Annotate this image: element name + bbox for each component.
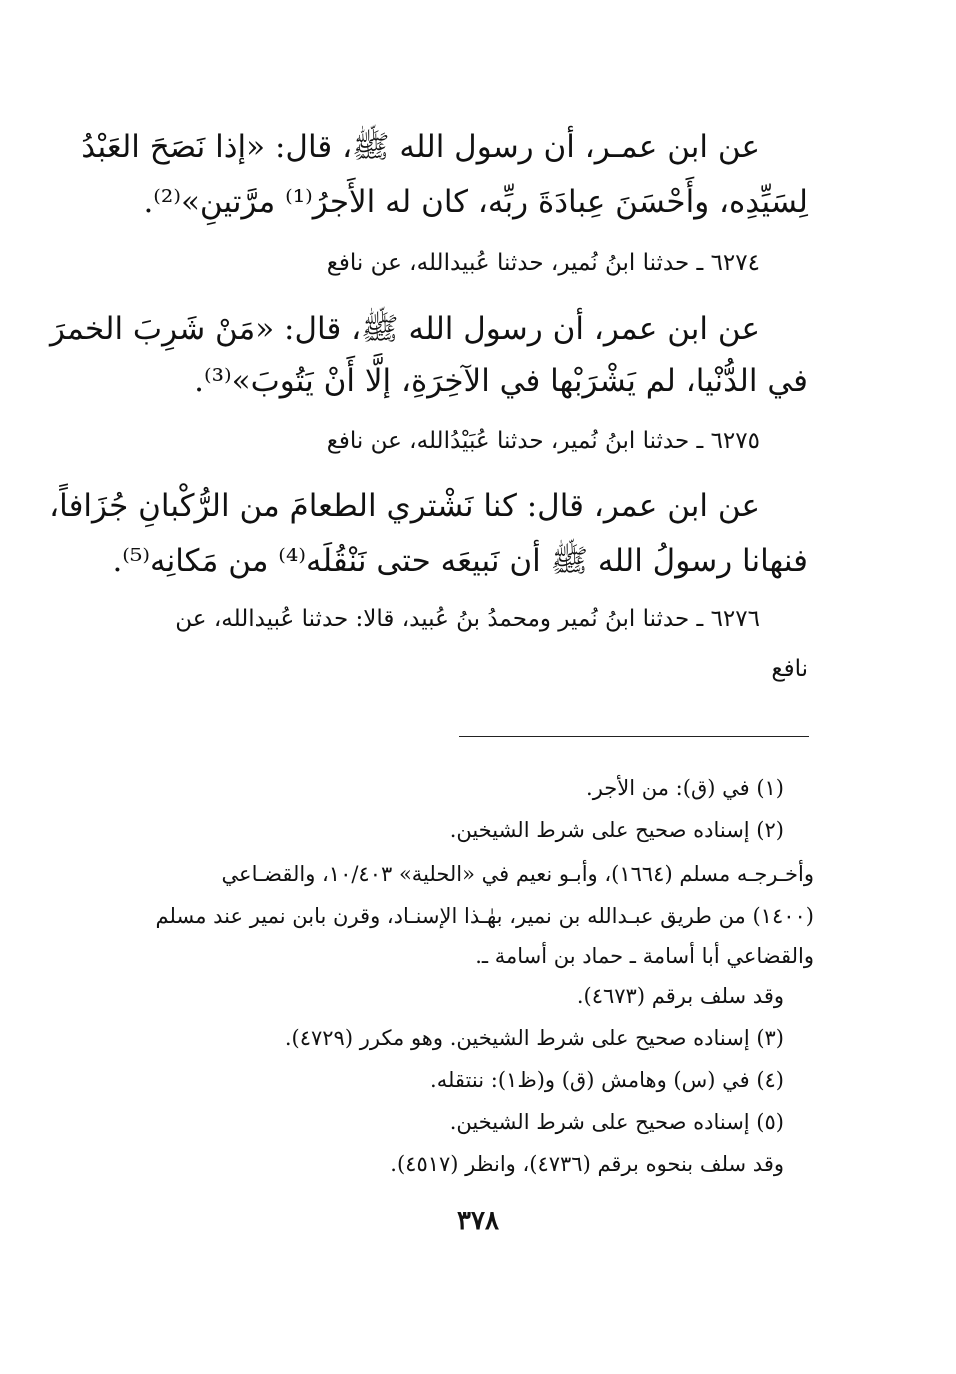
footnote-line: والقضاعي أبا أسامة ـ حماد بن أسامة ـ.: [475, 944, 814, 968]
hadith-text-line: عن ابن عمر، قال: كنا نَشْتري الطعامَ من الرُّكْبانِ جُزَافاً،: [49, 488, 760, 524]
hadith-isnad-line: نافع: [771, 656, 808, 682]
hadith-text-line: عن ابن عمر، أن رسول الله ﷺ، قال: «مَنْ شَرِبَ الخمرَ: [49, 311, 760, 347]
footnote-line: (٥) إسناده صحيح على شرط الشيخين.: [449, 1110, 784, 1134]
hadith-isnad-line: ٦٢٧٦ ـ حدثنا ابنُ نُمير ومحمدُ بنُ عُبيد، قالا: حدثنا عُبيدالله، عن: [175, 606, 760, 632]
page-number: ٣٧٨: [457, 1206, 499, 1236]
footnote-line: وقد سلف برقم (٤٦٧٣).: [576, 984, 784, 1008]
footnote-line: وأخـرجـه مسلم (١٦٦٤)، وأبـو نعيم في «الحلية» ١٠/٤٠٣، والقضـاعي: [221, 862, 814, 886]
footnote-line: وقد سلف بنحوه برقم (٤٧٣٦)، وانظر (٤٥١٧).: [390, 1152, 784, 1176]
footnote-line: (٣) إسناده صحيح على شرط الشيخين. وهو مكرر (٤٧٢٩).: [284, 1026, 784, 1050]
hadith-text-line: عن ابن عمـر، أن رسول الله ﷺ، قال: «إذا نَصَحَ العَبْدُ: [81, 129, 760, 165]
footnote-line: (٤) في (س) وهامش (ق) و(ظ١): ننتقله.: [430, 1068, 784, 1092]
hadith-text-line: فنهانا رسولُ الله ﷺ أن نَبيعَه حتى نَنْقُلَه⁽⁴⁾ من مَكانِه⁽⁵⁾.: [112, 543, 808, 579]
hadith-isnad-line: ٦٢٧٥ ـ حدثنا ابنُ نُمير، حدثنا عُبَيْدُالله، عن نافع: [326, 428, 760, 454]
hadith-text-line: في الدُّنْيا، لم يَشْرَبْها في الآخِرَةِ، إلَّا أَنْ يَتُوبَ»⁽³⁾.: [194, 363, 808, 399]
hadith-text-line: لِسَيِّدِه، وأَحْسَنَ عِبادَةَ ربِّه، كان له الأَجرُ⁽¹⁾ مرَّتينِ»⁽²⁾.: [143, 184, 808, 220]
footnote-line: (٢) إسناده صحيح على شرط الشيخين.: [449, 818, 784, 842]
hadith-isnad-line: ٦٢٧٤ ـ حدثنا ابنُ نُمير، حدثنا عُبيدالله، عن نافع: [326, 250, 760, 276]
footnote-line: (١٤٠٠) من طريق عبـدالله بن نمير، بهٰـذا الإسنـاد، وقرن بابن نمير عند مسلم: [155, 904, 814, 928]
footnote-separator: [459, 736, 809, 737]
footnote-line: (١) في (ق): من الأجر.: [586, 776, 784, 800]
